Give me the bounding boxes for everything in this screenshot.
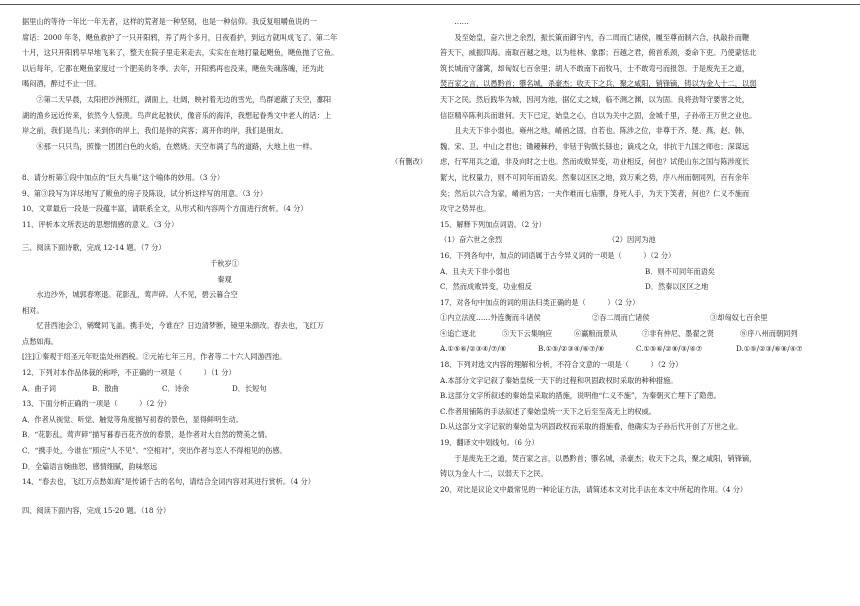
passage-line: 且夫天下非小弱也，雍州之地，崤函之固，自若也。陈涉之位，非尊于齐、楚、燕、赵、韩、 [454, 126, 750, 136]
top-rule [0, 4, 860, 5]
item: ③却匈奴七百余里 [710, 313, 768, 323]
question-10: 10、文章最后一段是一段蕴丰富，请联系全文，从形式和内容两个方面进行赏析。（4 分） [22, 204, 308, 214]
option-a: A．作者从视觉、听觉、触觉等角度描写初春的景色，显得鲜明生动。 [22, 414, 243, 424]
option-c: C.作者用铺陈的手法叙述了秦始皇统一天下之后至至高无上的权威。 [440, 406, 656, 416]
passage-line: 矣；然后以六合为家，崤函为宫；一夫作难而七庙隳，身死人手，为天下笑者，何也？仁义不施而 [440, 188, 750, 198]
poem-author: 秦观 [217, 274, 232, 284]
poem-note: [注]①秦观于绍圣元年贬监处州酒税。②元祐七年三月，作者等二十六人同游西池。 [22, 352, 287, 362]
passage-line: 及至始皇，奋六世之余烈，振长策而御宇内，吞二周而亡诸侯，履至尊而制六合，执敲扑而鞭 [454, 32, 750, 42]
poem-line: 点愁如海。 [22, 336, 58, 346]
question-19: 19、翻译文中划线句。（6 分） [440, 438, 539, 448]
option-b: B.①⑤/②③④/⑥⑦/⑧ [538, 344, 605, 354]
question-13: 13、下面分析正确的一项是（ ）（2 分） [22, 399, 171, 409]
passage-line: 席话：2000 年冬，飓鱼救护了一只开阳鸦，养了两个多月，日夜看护，到远方就叫成飞了。第二年 [22, 32, 338, 42]
question-17-items-row1 [440, 310, 845, 326]
passage-line: ⑧那一只只鸟，照像一团团白色的火焰，在燃烧。天空布满了鸟的道路，大地上也一样。 [36, 141, 317, 151]
option-d: D．然秦以区区之地 [645, 282, 709, 292]
option-d: D.从这部分文字记叙的秦始皇为巩固政权而采取的措施看，他确实为子孙后代开创了万世之业。 [440, 422, 743, 432]
item: ④追亡逐北 [440, 328, 476, 338]
item: ①内立法度……外连衡而斗诸侯 [440, 313, 541, 323]
question-16: 16、下列各句中，加点的词语属于古今异义词的一项是（ ）（2 分） [440, 250, 676, 260]
passage-line: 天下之民。然后践华为城，因河为池，据亿丈之城，临不测之渊，以为固。良将劲弩守要害之处， [440, 94, 750, 104]
left-column [22, 14, 427, 518]
question-16-options-row1 [440, 264, 845, 280]
poem-line: 忆昔西池会②，鹓鹭同飞盖。携手处，今谁在？日边清梦断，镜里朱颜改。春去也，飞红万 [36, 321, 324, 331]
poem-title: 千秋岁① [210, 258, 239, 268]
author-note: （有删改） [391, 157, 427, 167]
item: ⑦非有仲尼、墨翟之贤 [642, 328, 714, 338]
passage-line: 筑长城而守藩篱，却匈奴七百余里；胡人不敢南下而牧马，士不敢弯弓而报怨。于是废先王之道， [440, 63, 750, 73]
item: ⑧序八州而朝同列 [740, 328, 798, 338]
item: ②吞二周而亡诸侯 [592, 313, 650, 323]
option-d: D．长短句 [232, 383, 267, 393]
question-12: 12、下列对本作品体裁的称呼，不正确的一项是（ ）（1 分） [22, 368, 236, 378]
passage-line: 笞天下，威振四海。南取百越之地，以为桂林、象郡；百越之君，俯首系颈，委命下吏。乃使蒙恬北 [440, 48, 757, 58]
passage-line: 絜大，比权量力，则不可同年而语矣。然秦以区区之地，致万乘之势，序八州而朝同列，百有余年 [440, 172, 750, 182]
section-3-heading: 三、阅读下面诗歌，完成 12-14 题。（7 分） [22, 243, 166, 253]
option-a: A.①⑤⑥/②③④/⑦/⑧ [440, 344, 507, 354]
option-a: A．且夫天下非小弱也 [440, 266, 510, 276]
passage-line: 据里山的等待一年比一年无者，这样的荒者是一种坚韧，也是一种信仰。我反复咀嚼鱼说的一 [22, 17, 317, 26]
question-14: 14、“春去也，飞红万点愁如海”是传诵千古的名句，请结合全词内容对其进行赏析。（4 分） [22, 477, 315, 487]
question-20: 20、对比是议论文中最常见的一种论证方法，请简述本文对比手法在本文中所起的作用。（4 分） [440, 484, 748, 494]
option-a: A．曲子词 [22, 383, 56, 393]
option-b: B．“花影乱，莺声碎”描写暮春百花齐放的春景，是作者对大自然的赞美之情。 [22, 430, 272, 440]
option-b: B.这部分文字所叙述的秦始皇采取的措施，说明他“仁义不施”，为秦朝灭亡埋下了隐患。 [440, 391, 721, 401]
option-d: D．全篇语言婉曲恕，感情细腻，韵味悠远 [22, 461, 158, 471]
option-b: B．散曲 [92, 383, 119, 393]
question-9: 9、第③段写为详尽地写了鲅鱼的房子及陈设，试分析这样写的用意。（3 分） [22, 188, 268, 198]
option-c: C．“携手处，今谁在”照应“人不见”、“空相对”，突出作者与恋人不得相见的伤感。 [22, 446, 287, 456]
passage-line: 信臣精卒陈利兵而谁何。天下已定，始皇之心，自以为关中之固，金城千里，子孙帝王万世之业也。 [440, 110, 757, 120]
item-2: （2）因河为池 [608, 235, 656, 245]
question-12-options [22, 381, 427, 397]
question-11: 11、评析本文所表达的思想情感的意义。（3 分） [22, 219, 179, 229]
question-8: 8、请分析第①段中加点的“巨大鸟巢”这个喻体的妙用。（3 分） [22, 172, 225, 182]
option-a: A.本部分文字记叙了秦始皇统一天下的过程和巩固政权时采取的种种措施。 [440, 375, 678, 385]
passage-line: 十月，这只开阳鸦早早地飞来了，整天在院子里走来走去，实实在在地打量起飓鱼，飓鱼抛了它鱼。 [22, 48, 339, 58]
translation-line: 于是废先王之道，焚百家之言，以愚黔首；隳名城，杀豪杰；收天下之兵，聚之咸阳，销锋镝， [454, 453, 757, 463]
passage-line: 岸之前，我们是鸟儿；来到你的岸上，我们是你的宾客；离开你的岸，我们是朋友。 [22, 126, 288, 136]
passage-line: ⑦第二天早晨，太阳把沙洲照红，湖面上，壮阔，映衬着无边的雪光，鸟群遮蔽了天空，鄱阳 [36, 94, 332, 104]
option-c: C．然而成败异变，功业相反 [440, 282, 532, 292]
poem-line: 相对。 [22, 305, 44, 315]
passage-line: 湖的渔乡远近传来，依然今人惊羡。鸟声此起彼伏，像音乐的海洋，我想起眷秀文中老人的话：上 [22, 110, 332, 120]
question-16-options-row2 [440, 279, 845, 295]
item: ⑥赢粮而景从 [574, 328, 618, 338]
passage-line: 以后每年，它都在飓鱼家度过一个肥美的冬季。去年，开阳鸦再也没来，飓鱼失魂落魄，还为此 [22, 63, 324, 73]
passage-line: 虑，行军用兵之道，非及向时之士也。然而成败异变，功业相反，何也？试使山东之国与陈涉度长 [440, 157, 750, 167]
translation-line: 铸以为金人十二，以弱天下之民。 [440, 469, 548, 479]
passage-line: 喝闷酒，醉过不止一回。 [22, 79, 102, 89]
option-b: B．则不可同年而语矣 [645, 266, 715, 276]
passage-line: 魏、宋、卫、中山之君也；锄耰棘矜，非铦于钩戟长铩也；谪戍之众，非抗于九国之师也；深谋远 [440, 141, 750, 151]
item-1: （1）奋六世之余烈 [440, 235, 503, 245]
poem-line: 水边沙外，城郭春寒退。花影乱，莺声碎。人不见，碧云暮合空 [36, 290, 238, 300]
question-17-options [440, 341, 845, 357]
passage-line: 攻守之势异也。 [440, 204, 491, 214]
option-d: D.①⑤/②③/⑥⑧/④⑦ [736, 344, 803, 354]
option-c: C．诗余 [162, 383, 190, 393]
section-4-heading: 四、阅读下面内容，完成 15-20 题。（18 分） [22, 505, 171, 515]
question-17-items-row2 [440, 326, 845, 342]
ellipsis: …… [454, 17, 469, 26]
item: ⑤天下云集响应 [502, 328, 553, 338]
option-c: C.①⑤⑥/②⑧/③/④⑦ [636, 344, 703, 354]
right-column [440, 14, 845, 497]
question-15: 15、解释下列加点词语。（2 分） [440, 219, 546, 229]
question-15-items [440, 232, 845, 248]
question-17: 17、对各句中加点的词的用法归类正确的是（ ）（2 分） [440, 297, 640, 307]
question-18: 18、下列对选文内容的理解和分析，不符合文意的一项是（ ）（2 分） [440, 360, 683, 370]
passage-line-underlined: 焚百家之言，以愚黔首；隳名城，杀豪杰；收天下之兵，聚之咸阳，销锋镝，铸以为金人十二，以弱 [440, 79, 757, 89]
